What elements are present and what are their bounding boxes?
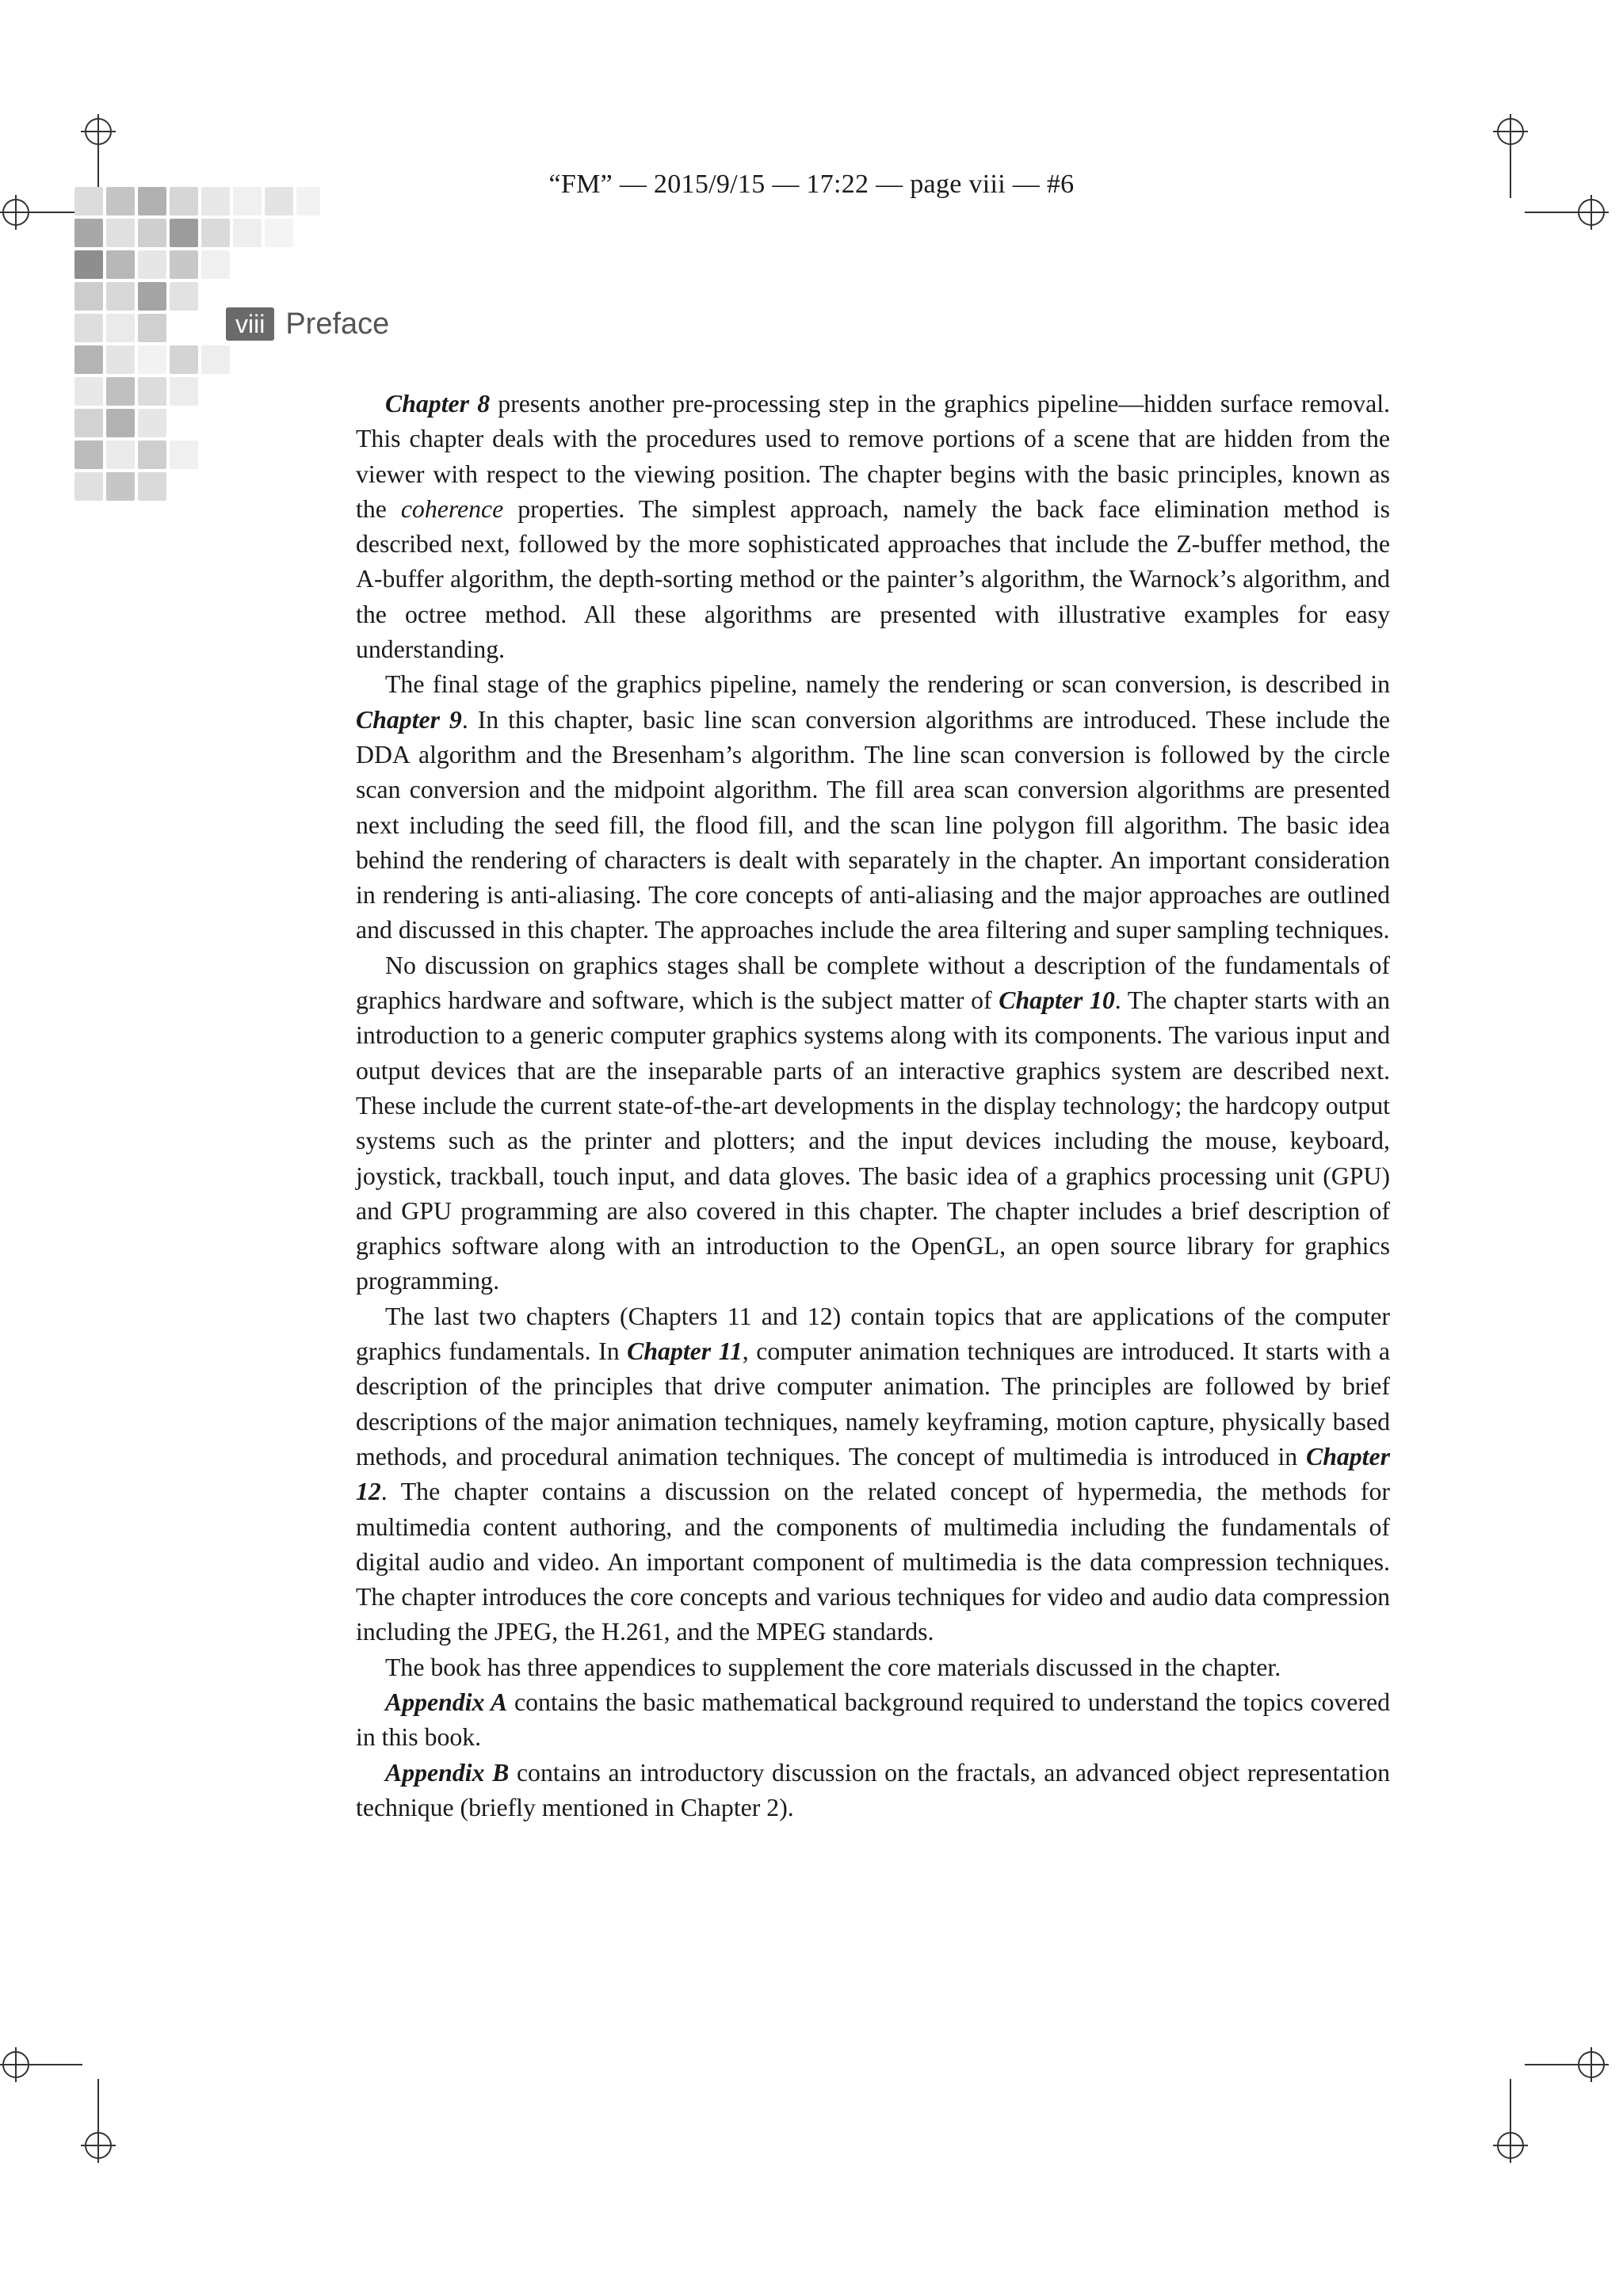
body-text xyxy=(356,387,1390,1825)
running-head xyxy=(226,306,389,342)
paragraph-appendices: The book has three appendices to supplement the core materials discussed in the chapter. xyxy=(385,1653,1281,1681)
paragraph-appendix-b: Appendix B contains an introductory discussion on the fractals, an advanced object representation technique (briefly mentioned in Chapter 2). xyxy=(356,1758,1390,1821)
paragraph-chapter-8: Chapter 8 presents another pre-processing step in the graphics pipeline—hidden surface removal. This chapter deals with the procedures used to remove portions of a scene that are hidden from the viewer with respect to the viewing position. The chapter begins with the basic principles, known as the coherence properties. The simplest approach, namely the back face elimination method is described next, followed by the more sophisticated approaches that include the Z-buffer method, the A-buffer algorithm, the depth-sorting method or the painter’s algorithm, the Warnock’s algorithm, and the octree method. All these algorithms are presented with illustrative examples for easy understanding. xyxy=(356,390,1391,664)
paragraph-chapters-11-12: The last two chapters (Chapters 11 and 12) contain topics that are applications of the computer graphics fundamentals. In Chapter 11, computer animation techniques are introduced. It starts with a description of the principles that drive computer animation. The principles are followed by brief descriptions of the major animation techniques, namely keyframing, motion capture, physically based methods, and procedural animation techniques. The concept of multimedia is introduced in Chapter 12. The chapter contains a discussion on the related concept of hypermedia, the methods for multimedia content authoring, and the components of multimedia including the fundamentals of digital audio and video. An important component of multimedia is the data compression techniques. The chapter introduces the core concepts and various techniques for video and audio data compression including the JPEG, the H.261, and the MPEG standards. xyxy=(356,1302,1390,1646)
running-title: Preface xyxy=(285,307,390,341)
paragraph-appendix-a: Appendix A contains the basic mathematical background required to understand the topics covered in this book. xyxy=(356,1688,1390,1752)
print-header: “FM” — 2015/9/15 — 17:22 — page viii — #6 xyxy=(548,170,1075,199)
page-number-badge: viii xyxy=(226,307,274,341)
decorative-mosaic xyxy=(74,187,328,520)
paragraph-chapter-10: No discussion on graphics stages shall be complete without a description of the fundamentals of graphics hardware and software, which is the subject matter of Chapter 10. The chapter starts with an introduction to a generic computer graphics systems along with its components. The various input and output devices that are the inseparable parts of an interactive graphics system are described next. These include the current state-of-the-art developments in the display technology; the hardcopy output systems such as the printer and plotters; and the input devices including the mouse, keyboard, joystick, trackball, touch input, and data gloves. The basic idea of a graphics processing unit (GPU) and GPU programming are also covered in this chapter. The chapter includes a brief description of graphics software along with an introduction to the OpenGL, an open source library for graphics programming. xyxy=(356,951,1390,1295)
paragraph-chapter-9: The final stage of the graphics pipeline, namely the rendering or scan conversion, is described in Chapter 9. In this chapter, basic line scan conversion algorithms are introduced. These include the DDA algorithm and the Bresenham’s algorithm. The line scan conversion is followed by the circle scan conversion and the midpoint algorithm. The fill area scan conversion algorithms are presented next including the seed fill, the flood fill, and the scan line polygon fill algorithm. The basic idea behind the rendering of characters is dealt with separately in the chapter. An important consideration in rendering is anti-aliasing. The core concepts of anti-aliasing and the major approaches are outlined and discussed in this chapter. The approaches include the area filtering and super sampling techniques. xyxy=(356,670,1391,944)
